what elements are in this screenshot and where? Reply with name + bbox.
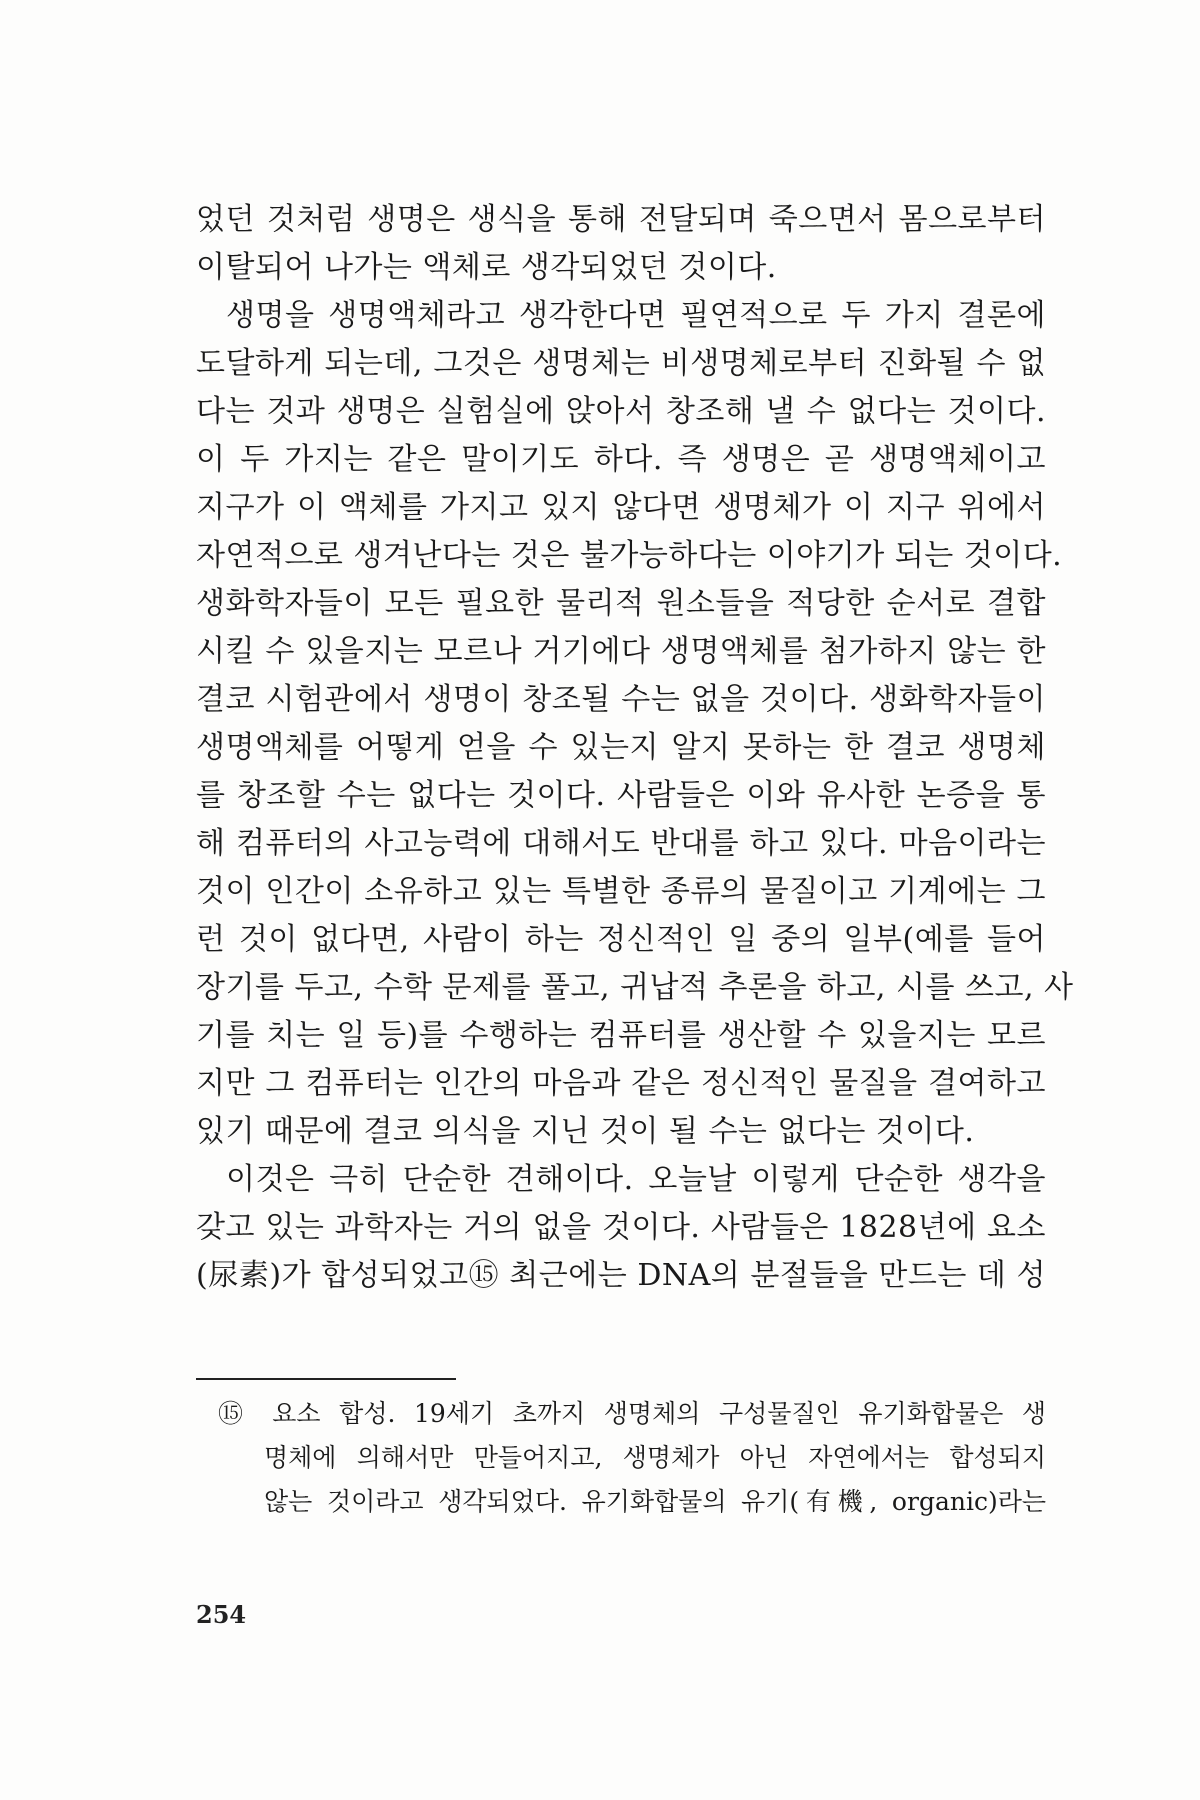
body-line: 생명액체를 어떻게 얻을 수 있는지 알지 못하는 한 결코 생명체 [196, 730, 1046, 765]
page-number: 254 [196, 1600, 247, 1629]
footnote-marker: ⑮ [218, 1399, 254, 1428]
body-line: 해 컴퓨터의 사고능력에 대해서도 반대를 하고 있다. 마음이라는 [196, 826, 1046, 861]
body-line: 있기 때문에 결코 의식을 지닌 것이 될 수는 없다는 것이다. [196, 1114, 975, 1149]
body-line: 시킬 수 있을지는 모르나 거기에다 생명액체를 첨가하지 않는 한 [196, 634, 1046, 669]
footnote-line: 명체에 의해서만 만들어지고, 생명체가 아닌 자연에서는 합성되지 [264, 1443, 1046, 1472]
body-line: 를 창조할 수는 없다는 것이다. 사람들은 이와 유사한 논증을 통 [196, 778, 1046, 813]
body-line: 도달하게 되는데, 그것은 생명체는 비생명체로부터 진화될 수 없 [196, 346, 1046, 381]
body-line: 지구가 이 액체를 가지고 있지 않다면 생명체가 이 지구 위에서 [196, 490, 1046, 525]
body-line: (尿素)가 합성되었고⑮ 최근에는 DNA의 분절들을 만드는 데 성 [196, 1258, 1046, 1293]
body-line: 이것은 극히 단순한 견해이다. 오늘날 이렇게 단순한 생각을 [226, 1162, 1046, 1197]
body-line: 이 두 가지는 같은 말이기도 하다. 즉 생명은 곧 생명액체이고 [196, 442, 1046, 477]
body-line: 기를 치는 일 등)를 수행하는 컴퓨터를 생산할 수 있을지는 모르 [196, 1018, 1046, 1053]
body-line: 장기를 두고, 수학 문제를 풀고, 귀납적 추론을 하고, 시를 쓰고, 사 [196, 970, 1074, 1005]
body-line: 결코 시험관에서 생명이 창조될 수는 없을 것이다. 생화학자들이 [196, 682, 1046, 717]
body-line: 갖고 있는 과학자는 거의 없을 것이다. 사람들은 1828년에 요소 [196, 1210, 1046, 1245]
body-line: 자연적으로 생겨난다는 것은 불가능하다는 이야기가 되는 것이다. [196, 538, 1063, 573]
body-line: 지만 그 컴퓨터는 인간의 마음과 같은 정신적인 물질을 결여하고 [196, 1066, 1046, 1101]
footnote [218, 1392, 1046, 1524]
body-text [196, 196, 1074, 1300]
body-line: 생화학자들이 모든 필요한 물리적 원소들을 적당한 순서로 결합 [196, 586, 1046, 621]
footnote-line: 않는 것이라고 생각되었다. 유기화합물의 유기(有機, organic)라는 [264, 1487, 1046, 1516]
body-line: 었던 것처럼 생명은 생식을 통해 전달되며 죽으면서 몸으로부터 [196, 202, 1046, 237]
body-line: 다는 것과 생명은 실험실에 앉아서 창조해 낼 수 없다는 것이다. [196, 394, 1046, 429]
footnote-text: 요소 합성. 19세기 초까지 생명체의 구성물질인 유기화합물은 생 [272, 1399, 1046, 1428]
footnote-line [218, 1392, 1046, 1436]
body-line: 것이 인간이 소유하고 있는 특별한 종류의 물질이고 기계에는 그 [196, 874, 1046, 909]
body-line: 생명을 생명액체라고 생각한다면 필연적으로 두 가지 결론에 [226, 298, 1046, 333]
body-line: 런 것이 없다면, 사람이 하는 정신적인 일 중의 일부(예를 들어 [196, 922, 1046, 957]
body-line: 이탈되어 나가는 액체로 생각되었던 것이다. [196, 250, 777, 285]
footnote-divider [196, 1378, 456, 1380]
